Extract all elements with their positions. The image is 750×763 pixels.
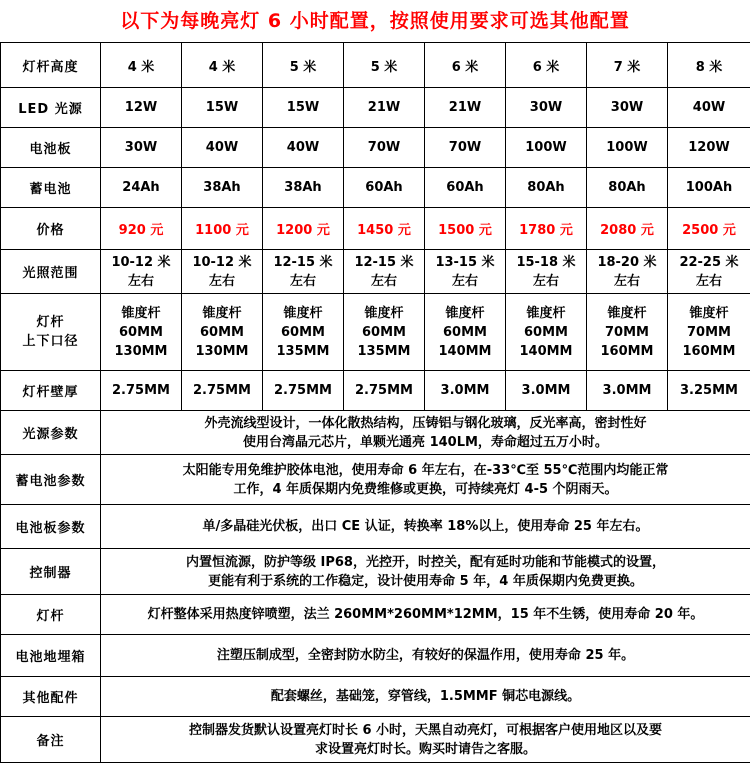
desc-line: 灯杆整体采用热度锌喷塑，法兰 260MM*260MM*12MM，15 年不生锈，使用寿命 20 年。 [103,605,748,624]
cell-line: 70MM [589,323,665,342]
table-cell: 6 米 [506,43,587,88]
table-cell [425,294,506,371]
cell-line: 锥度杆 [265,304,341,323]
table-row-battery-box [1,635,750,677]
row-label: 价格 [1,208,101,250]
desc-line: 太阳能专用免维护胶体电池，使用寿命 6 年左右，在-33℃至 55℃范围内均能正常 [103,461,748,480]
price-cell: 1450 元 [344,208,425,250]
desc-line: 单/多晶硅光伏板，出口 CE 认证，转换率 18%以上，使用寿命 25 年左右。 [103,517,748,536]
row-label: 其他配件 [1,677,101,717]
desc-line: 注塑压制成型，全密封防水防尘，有较好的保温作用，使用寿命 25 年。 [103,646,748,665]
cell-line: 70MM [670,323,748,342]
cell-line: 160MM [670,342,748,361]
table-cell: 60Ah [425,168,506,208]
cell-line: 22-25 米 [670,253,748,272]
row-label [1,294,101,371]
table-cell: 80Ah [587,168,668,208]
desc-line: 工作，4 年质保期内免费维修或更换，可持续亮灯 4-5 个阴雨天。 [103,480,748,499]
cell-line: 锥度杆 [346,304,422,323]
cell-line: 锥度杆 [103,304,179,323]
table-cell [587,250,668,294]
cell-line: 140MM [508,342,584,361]
row-label: 电池地埋箱 [1,635,101,677]
page-title: 以下为每晚亮灯 6 小时配置，按照使用要求可选其他配置 [0,0,750,42]
table-cell: 24Ah [101,168,182,208]
desc-cell [101,549,750,595]
table-row-thickness [1,371,750,411]
table-cell: 5 米 [344,43,425,88]
desc-cell [101,411,750,455]
cell-line: 灯杆 [3,313,98,332]
price-cell: 1500 元 [425,208,506,250]
table-cell [182,250,263,294]
price-cell: 1100 元 [182,208,263,250]
table-cell: 5 米 [263,43,344,88]
cell-line: 135MM [265,342,341,361]
table-cell: 60Ah [344,168,425,208]
table-row-pole [1,595,750,635]
table-cell: 40W [263,128,344,168]
table-cell: 70W [344,128,425,168]
cell-line: 左右 [508,272,584,291]
table-cell: 7 米 [587,43,668,88]
cell-line: 60MM [508,323,584,342]
cell-line: 锥度杆 [508,304,584,323]
table-cell: 3.0MM [506,371,587,411]
table-cell [101,294,182,371]
table-cell: 30W [506,88,587,128]
table-cell: 2.75MM [182,371,263,411]
table-cell: 2.75MM [101,371,182,411]
price-cell: 1780 元 [506,208,587,250]
cell-line: 60MM [265,323,341,342]
table-row-range [1,250,750,294]
table-cell [506,250,587,294]
row-label: 蓄电池参数 [1,455,101,505]
table-cell [263,294,344,371]
desc-cell [101,595,750,635]
table-cell [344,294,425,371]
row-label: 蓄电池 [1,168,101,208]
table-row-panel-params [1,505,750,549]
table-cell [263,250,344,294]
table-row-controller [1,549,750,595]
cell-line: 左右 [103,272,179,291]
cell-line: 锥度杆 [427,304,503,323]
table-cell: 4 米 [101,43,182,88]
cell-line: 10-12 米 [184,253,260,272]
row-label: 电池板 [1,128,101,168]
table-row-battery [1,168,750,208]
table-cell: 30W [587,88,668,128]
table-cell: 3.25MM [668,371,750,411]
cell-line: 60MM [427,323,503,342]
desc-cell [101,717,750,763]
cell-line: 左右 [265,272,341,291]
row-label: 光照范围 [1,250,101,294]
table-cell: 8 米 [668,43,750,88]
price-cell: 2500 元 [668,208,750,250]
cell-line: 12-15 米 [265,253,341,272]
row-label: 电池板参数 [1,505,101,549]
table-cell: 21W [344,88,425,128]
table-cell: 3.0MM [587,371,668,411]
table-cell: 80Ah [506,168,587,208]
desc-line: 内置恒流源，防护等级 IP68，光控开，时控关，配有延时功能和节能模式的设置， [103,553,748,572]
table-cell [182,294,263,371]
table-cell: 38Ah [263,168,344,208]
desc-cell [101,455,750,505]
table-row-diameter [1,294,750,371]
price-cell: 2080 元 [587,208,668,250]
desc-cell [101,635,750,677]
table-row-price [1,208,750,250]
cell-line: 锥度杆 [589,304,665,323]
table-cell: 15W [182,88,263,128]
cell-line: 18-20 米 [589,253,665,272]
cell-line: 左右 [346,272,422,291]
table-cell [587,294,668,371]
table-cell: 2.75MM [344,371,425,411]
desc-line: 更能有利于系统的工作稳定，设计使用寿命 5 年，4 年质保期内免费更换。 [103,572,748,591]
cell-line: 左右 [670,272,748,291]
cell-line: 左右 [184,272,260,291]
desc-line: 控制器发货默认设置亮灯时长 6 小时，天黑自动亮灯，可根据客户使用地区以及要 [103,721,748,740]
row-label: 光源参数 [1,411,101,455]
cell-line: 13-15 米 [427,253,503,272]
cell-line: 160MM [589,342,665,361]
table-cell: 2.75MM [263,371,344,411]
table-cell: 70W [425,128,506,168]
desc-line: 外壳流线型设计，一体化散热结构，压铸铝与钢化玻璃，反光率高，密封性好 [103,414,748,433]
table-row-led [1,88,750,128]
price-cell: 920 元 [101,208,182,250]
table-cell: 100Ah [668,168,750,208]
table-cell: 4 米 [182,43,263,88]
row-label: 灯杆 [1,595,101,635]
cell-line: 锥度杆 [184,304,260,323]
table-cell: 30W [101,128,182,168]
table-row-battery-params [1,455,750,505]
cell-line: 左右 [427,272,503,291]
table-cell [668,294,750,371]
table-cell: 40W [668,88,750,128]
table-row-remarks [1,717,750,763]
row-label: 灯杆壁厚 [1,371,101,411]
row-label: 备注 [1,717,101,763]
desc-cell [101,505,750,549]
row-label: 控制器 [1,549,101,595]
cell-line: 上下口径 [3,332,98,351]
cell-line: 130MM [103,342,179,361]
desc-line: 使用台湾晶元芯片，单颗光通亮 140LM，寿命超过五万小时。 [103,433,748,452]
cell-line: 60MM [184,323,260,342]
cell-line: 15-18 米 [508,253,584,272]
cell-line: 60MM [346,323,422,342]
cell-line: 锥度杆 [670,304,748,323]
row-label: 灯杆高度 [1,43,101,88]
desc-cell [101,677,750,717]
table-cell: 100W [506,128,587,168]
table-cell: 21W [425,88,506,128]
table-row-height [1,43,750,88]
desc-line: 配套螺丝，基础笼，穿管线，1.5MMF 铜芯电源线。 [103,687,748,706]
table-row-accessories [1,677,750,717]
table-cell: 38Ah [182,168,263,208]
row-label: LED 光源 [1,88,101,128]
table-cell: 12W [101,88,182,128]
cell-line: 左右 [589,272,665,291]
table-cell: 100W [587,128,668,168]
table-cell: 120W [668,128,750,168]
table-cell [506,294,587,371]
table-cell [101,250,182,294]
table-cell [344,250,425,294]
table-row-panel [1,128,750,168]
table-cell: 40W [182,128,263,168]
cell-line: 10-12 米 [103,253,179,272]
table-cell [425,250,506,294]
cell-line: 140MM [427,342,503,361]
cell-line: 60MM [103,323,179,342]
spec-table [0,42,750,763]
cell-line: 135MM [346,342,422,361]
desc-line: 求设置亮灯时长。购买时请告之客服。 [103,740,748,759]
cell-line: 130MM [184,342,260,361]
cell-line: 12-15 米 [346,253,422,272]
table-row-light-source-params [1,411,750,455]
table-cell: 6 米 [425,43,506,88]
table-cell [668,250,750,294]
price-cell: 1200 元 [263,208,344,250]
table-cell: 3.0MM [425,371,506,411]
table-cell: 15W [263,88,344,128]
